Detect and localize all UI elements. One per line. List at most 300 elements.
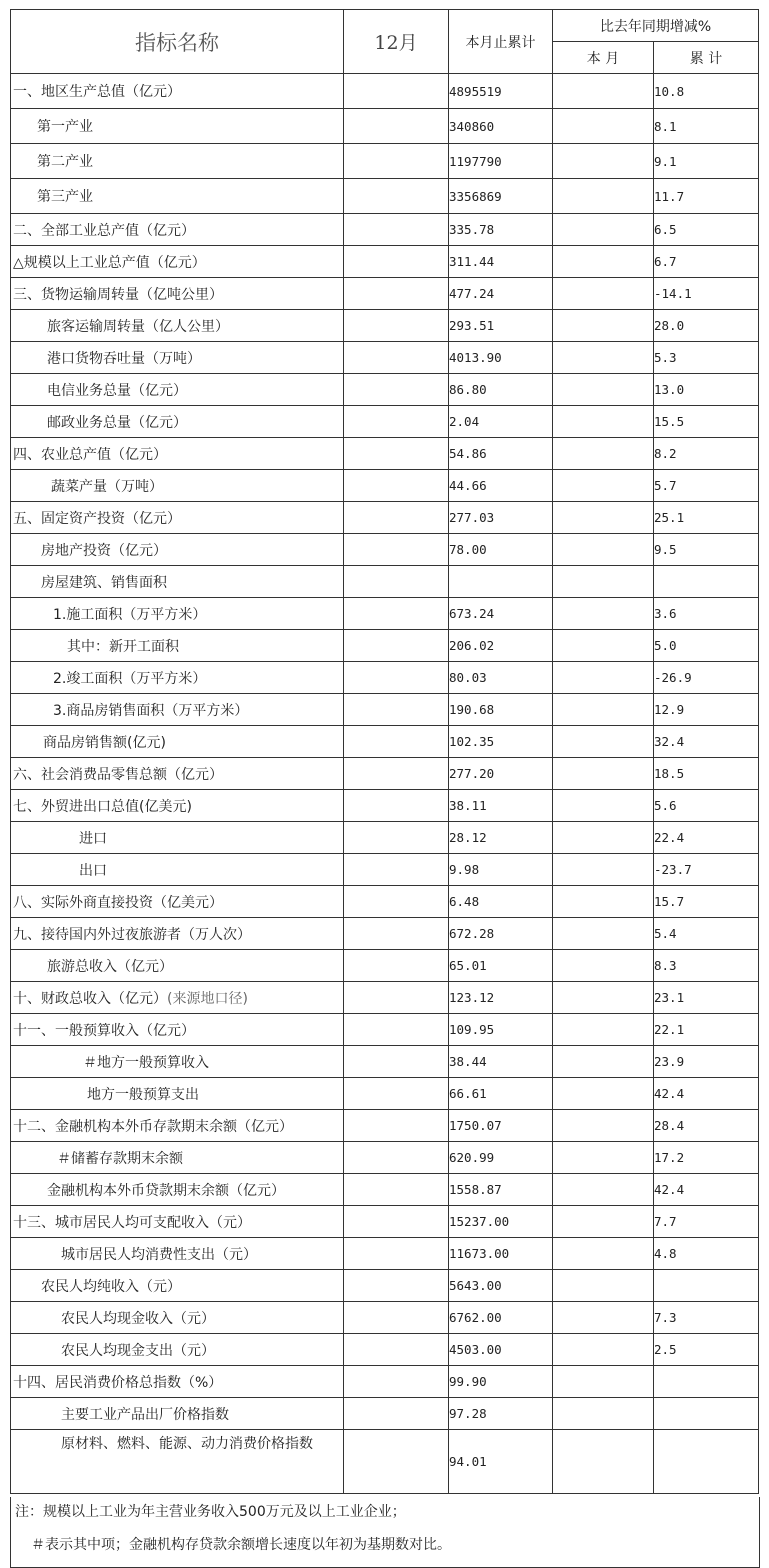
row-yoy-month <box>553 438 654 470</box>
indicator-label: 三、货物运输周转量（亿吨公里） <box>13 286 223 303</box>
row-yoy-month <box>553 109 654 144</box>
row-cumulative-value: 54.86 <box>449 438 553 470</box>
table-row <box>11 1174 759 1206</box>
table-row <box>11 310 759 342</box>
row-month-value <box>344 886 449 918</box>
indicator-label: 商品房销售额(亿元) <box>43 734 166 751</box>
header-month: 12月 <box>344 10 449 74</box>
indicator-label: 十、财政总收入（亿元） <box>13 990 167 1007</box>
row-yoy-month <box>553 1366 654 1398</box>
row-yoy-cumulative: 22.4 <box>654 822 759 854</box>
row-month-value <box>344 1110 449 1142</box>
row-yoy-cumulative: -23.7 <box>654 854 759 886</box>
row-yoy-month <box>553 246 654 278</box>
table-row <box>11 982 759 1014</box>
indicator-label: 进口 <box>79 830 107 847</box>
indicator-label: 农民人均纯收入（元） <box>41 1278 181 1295</box>
table-row <box>11 1014 759 1046</box>
row-indicator-name <box>11 470 344 502</box>
row-month-value <box>344 502 449 534</box>
statistics-table <box>10 9 759 1494</box>
row-yoy-month <box>553 694 654 726</box>
table-row <box>11 822 759 854</box>
row-yoy-cumulative: 15.5 <box>654 406 759 438</box>
table-row <box>11 179 759 214</box>
row-indicator-name <box>11 790 344 822</box>
indicator-label: 二、全部工业总产值（亿元） <box>13 222 195 239</box>
row-yoy-cumulative: 5.7 <box>654 470 759 502</box>
row-yoy-month <box>553 502 654 534</box>
table-row <box>11 534 759 566</box>
row-month-value <box>344 982 449 1014</box>
row-indicator-name <box>11 1142 344 1174</box>
row-indicator-name <box>11 179 344 214</box>
indicator-label: 金融机构本外币贷款期末余额（亿元） <box>47 1182 285 1199</box>
row-cumulative-value: 6762.00 <box>449 1302 553 1334</box>
table-row <box>11 1270 759 1302</box>
row-cumulative-value: 9.98 <box>449 854 553 886</box>
table-row <box>11 1334 759 1366</box>
row-month-value <box>344 790 449 822</box>
table-row <box>11 1366 759 1398</box>
row-yoy-cumulative: 10.8 <box>654 74 759 109</box>
table-row <box>11 214 759 246</box>
row-cumulative-value: 5643.00 <box>449 1270 553 1302</box>
row-yoy-month <box>553 918 654 950</box>
row-month-value <box>344 1302 449 1334</box>
row-yoy-month <box>553 534 654 566</box>
table-row <box>11 566 759 598</box>
row-month-value <box>344 1174 449 1206</box>
row-month-value <box>344 406 449 438</box>
row-yoy-month <box>553 854 654 886</box>
row-cumulative-value: 99.90 <box>449 1366 553 1398</box>
row-yoy-cumulative: 12.9 <box>654 694 759 726</box>
row-yoy-month <box>553 1270 654 1302</box>
indicator-label: 农民人均现金支出（元） <box>61 1342 215 1359</box>
table-row <box>11 374 759 406</box>
row-indicator-name <box>11 886 344 918</box>
indicator-label: 旅游总收入（亿元） <box>47 958 173 975</box>
row-yoy-cumulative: 13.0 <box>654 374 759 406</box>
indicator-label: 出口 <box>79 862 107 879</box>
row-cumulative-value: 80.03 <box>449 662 553 694</box>
indicator-label: 房屋建筑、销售面积 <box>41 574 167 591</box>
table-row <box>11 694 759 726</box>
row-cumulative-value: 340860 <box>449 109 553 144</box>
row-yoy-cumulative: 8.1 <box>654 109 759 144</box>
row-month-value <box>344 566 449 598</box>
indicator-label: 第三产业 <box>37 189 93 205</box>
indicator-label: 七、外贸进出口总值(亿美元) <box>13 798 192 815</box>
table-row <box>11 630 759 662</box>
row-yoy-month <box>553 662 654 694</box>
row-yoy-cumulative: 17.2 <box>654 1142 759 1174</box>
row-indicator-name <box>11 1334 344 1366</box>
row-yoy-month <box>553 214 654 246</box>
row-month-value <box>344 470 449 502</box>
indicator-label: 九、接待国内外过夜旅游者（万人次） <box>13 926 251 943</box>
row-yoy-cumulative: 5.6 <box>654 790 759 822</box>
row-cumulative-value: 38.44 <box>449 1046 553 1078</box>
row-cumulative-value: 6.48 <box>449 886 553 918</box>
header-cumulative: 本月止累计 <box>449 10 553 74</box>
row-yoy-cumulative: 9.1 <box>654 144 759 179</box>
row-cumulative-value: 66.61 <box>449 1078 553 1110</box>
row-cumulative-value: 97.28 <box>449 1398 553 1430</box>
row-yoy-month <box>553 406 654 438</box>
row-cumulative-value: 672.28 <box>449 918 553 950</box>
row-cumulative-value: 293.51 <box>449 310 553 342</box>
indicator-label: 邮政业务总量（亿元） <box>47 414 187 431</box>
header-yoy-month: 本 月 <box>553 42 654 74</box>
indicator-label: 第一产业 <box>37 119 93 135</box>
indicator-label: 2.竣工面积（万平方米） <box>53 670 207 687</box>
row-yoy-cumulative: 5.4 <box>654 918 759 950</box>
row-month-value <box>344 694 449 726</box>
row-month-value <box>344 1206 449 1238</box>
row-month-value <box>344 1398 449 1430</box>
row-indicator-name <box>11 374 344 406</box>
row-cumulative-value: 4895519 <box>449 74 553 109</box>
indicator-label: 1.施工面积（万平方米） <box>53 606 207 623</box>
row-indicator-name <box>11 74 344 109</box>
table-row <box>11 1430 759 1494</box>
row-yoy-month <box>553 310 654 342</box>
table-row <box>11 1206 759 1238</box>
row-yoy-month <box>553 1014 654 1046</box>
row-indicator-name <box>11 982 344 1014</box>
row-month-value <box>344 109 449 144</box>
row-indicator-name <box>11 918 344 950</box>
table-row <box>11 758 759 790</box>
row-indicator-name <box>11 502 344 534</box>
table-row <box>11 950 759 982</box>
row-indicator-name <box>11 1430 344 1494</box>
footnote-box <box>10 1497 760 1568</box>
row-month-value <box>344 1142 449 1174</box>
row-yoy-cumulative: 11.7 <box>654 179 759 214</box>
row-cumulative-value: 15237.00 <box>449 1206 553 1238</box>
row-indicator-name <box>11 278 344 310</box>
table-row <box>11 74 759 109</box>
row-indicator-name <box>11 1206 344 1238</box>
row-cumulative-value: 206.02 <box>449 630 553 662</box>
row-yoy-cumulative: 5.3 <box>654 342 759 374</box>
row-cumulative-value: 1197790 <box>449 144 553 179</box>
indicator-label: 五、固定资产投资（亿元） <box>13 510 181 527</box>
row-yoy-month <box>553 822 654 854</box>
indicator-label: 农民人均现金收入（元） <box>61 1310 215 1327</box>
row-indicator-name <box>11 822 344 854</box>
row-cumulative-value: 102.35 <box>449 726 553 758</box>
row-yoy-cumulative <box>654 1430 759 1494</box>
row-yoy-month <box>553 1078 654 1110</box>
row-yoy-cumulative: 9.5 <box>654 534 759 566</box>
footnote-line-1: 注：规模以上工业为年主营业务收入500万元及以上工业企业； <box>15 1504 406 1520</box>
row-indicator-name <box>11 726 344 758</box>
row-cumulative-value: 123.12 <box>449 982 553 1014</box>
row-yoy-cumulative: -26.9 <box>654 662 759 694</box>
row-indicator-name <box>11 214 344 246</box>
row-month-value <box>344 310 449 342</box>
row-cumulative-value: 44.66 <box>449 470 553 502</box>
row-yoy-month <box>553 1430 654 1494</box>
row-yoy-cumulative: 23.1 <box>654 982 759 1014</box>
indicator-label: 四、农业总产值（亿元） <box>13 446 167 463</box>
indicator-label: 十一、一般预算收入（亿元） <box>13 1022 195 1039</box>
row-cumulative-value: 1558.87 <box>449 1174 553 1206</box>
row-yoy-cumulative: 28.0 <box>654 310 759 342</box>
row-yoy-month <box>553 886 654 918</box>
row-indicator-name <box>11 1238 344 1270</box>
row-yoy-month <box>553 278 654 310</box>
row-yoy-month <box>553 1110 654 1142</box>
table-row <box>11 1302 759 1334</box>
table-body <box>11 74 759 1494</box>
table-row <box>11 470 759 502</box>
row-yoy-cumulative: 4.8 <box>654 1238 759 1270</box>
table-row <box>11 502 759 534</box>
statistics-table-container <box>10 9 758 1494</box>
row-month-value <box>344 726 449 758</box>
row-yoy-cumulative: 3.6 <box>654 598 759 630</box>
row-cumulative-value: 190.68 <box>449 694 553 726</box>
row-month-value <box>344 342 449 374</box>
row-month-value <box>344 438 449 470</box>
row-indicator-name <box>11 534 344 566</box>
row-yoy-month <box>553 1238 654 1270</box>
row-yoy-cumulative: 25.1 <box>654 502 759 534</box>
row-indicator-name <box>11 1270 344 1302</box>
table-row <box>11 342 759 374</box>
row-yoy-month <box>553 726 654 758</box>
row-month-value <box>344 1014 449 1046</box>
table-row <box>11 886 759 918</box>
row-cumulative-value: 277.20 <box>449 758 553 790</box>
row-indicator-name <box>11 342 344 374</box>
table-row <box>11 144 759 179</box>
row-yoy-cumulative: -14.1 <box>654 278 759 310</box>
row-cumulative-value: 2.04 <box>449 406 553 438</box>
row-indicator-name <box>11 630 344 662</box>
indicator-label: 第二产业 <box>37 154 93 170</box>
row-yoy-cumulative: 7.3 <box>654 1302 759 1334</box>
row-indicator-name <box>11 1366 344 1398</box>
indicator-label: 电信业务总量（亿元） <box>47 382 187 399</box>
header-yoy-cumulative: 累 计 <box>654 42 759 74</box>
row-yoy-month <box>553 758 654 790</box>
indicator-label: 一、地区生产总值（亿元） <box>13 84 181 100</box>
row-indicator-name <box>11 1046 344 1078</box>
row-month-value <box>344 374 449 406</box>
indicator-label: 房地产投资（亿元） <box>41 542 167 559</box>
row-indicator-name <box>11 406 344 438</box>
row-yoy-cumulative <box>654 1366 759 1398</box>
row-yoy-month <box>553 1302 654 1334</box>
row-yoy-month <box>553 598 654 630</box>
row-cumulative-value: 86.80 <box>449 374 553 406</box>
row-month-value <box>344 278 449 310</box>
indicator-label: 城市居民人均消费性支出（元） <box>61 1246 257 1263</box>
table-row <box>11 438 759 470</box>
row-indicator-name <box>11 109 344 144</box>
table-row <box>11 109 759 144</box>
row-cumulative-value: 477.24 <box>449 278 553 310</box>
row-indicator-name <box>11 1078 344 1110</box>
row-yoy-cumulative: 42.4 <box>654 1078 759 1110</box>
indicator-label: 十二、金融机构本外币存款期末余额（亿元） <box>13 1118 293 1135</box>
indicator-label: 地方一般预算支出 <box>87 1086 199 1103</box>
indicator-label: ＃地方一般预算收入 <box>83 1054 209 1071</box>
row-yoy-cumulative: 6.7 <box>654 246 759 278</box>
row-yoy-month <box>553 1174 654 1206</box>
row-cumulative-value: 335.78 <box>449 214 553 246</box>
table-row <box>11 1238 759 1270</box>
row-yoy-cumulative: 8.2 <box>654 438 759 470</box>
table-row <box>11 246 759 278</box>
table-row <box>11 726 759 758</box>
row-yoy-month <box>553 342 654 374</box>
row-yoy-cumulative <box>654 566 759 598</box>
row-month-value <box>344 822 449 854</box>
row-yoy-month <box>553 74 654 109</box>
row-indicator-name <box>11 694 344 726</box>
row-yoy-cumulative: 7.7 <box>654 1206 759 1238</box>
row-cumulative-value: 65.01 <box>449 950 553 982</box>
row-cumulative-value: 28.12 <box>449 822 553 854</box>
header-indicator-name: 指标名称 <box>11 10 344 74</box>
row-yoy-month <box>553 1046 654 1078</box>
row-month-value <box>344 214 449 246</box>
row-yoy-month <box>553 1334 654 1366</box>
row-yoy-cumulative: 2.5 <box>654 1334 759 1366</box>
row-yoy-month <box>553 470 654 502</box>
table-row <box>11 854 759 886</box>
row-cumulative-value: 4503.00 <box>449 1334 553 1366</box>
row-yoy-cumulative: 8.3 <box>654 950 759 982</box>
row-month-value <box>344 854 449 886</box>
row-month-value <box>344 662 449 694</box>
indicator-label: 3.商品房销售面积（万平方米） <box>53 702 249 719</box>
row-indicator-name <box>11 1174 344 1206</box>
row-yoy-cumulative: 42.4 <box>654 1174 759 1206</box>
row-yoy-month <box>553 566 654 598</box>
row-month-value <box>344 630 449 662</box>
row-month-value <box>344 74 449 109</box>
row-cumulative-value: 311.44 <box>449 246 553 278</box>
indicator-label: 原材料、燃料、能源、动力消费价格指数 <box>61 1436 313 1452</box>
row-yoy-month <box>553 1398 654 1430</box>
indicator-suffix: (来源地口径) <box>167 990 248 1007</box>
row-month-value <box>344 1430 449 1494</box>
row-cumulative-value: 4013.90 <box>449 342 553 374</box>
row-indicator-name <box>11 662 344 694</box>
table-row <box>11 918 759 950</box>
row-cumulative-value: 277.03 <box>449 502 553 534</box>
row-month-value <box>344 1238 449 1270</box>
row-yoy-month <box>553 144 654 179</box>
row-yoy-month <box>553 1206 654 1238</box>
row-month-value <box>344 950 449 982</box>
row-indicator-name <box>11 310 344 342</box>
row-month-value <box>344 246 449 278</box>
row-indicator-name <box>11 1398 344 1430</box>
row-yoy-month <box>553 982 654 1014</box>
table-row <box>11 1078 759 1110</box>
row-month-value <box>344 144 449 179</box>
row-indicator-name <box>11 950 344 982</box>
table-row <box>11 662 759 694</box>
row-yoy-cumulative: 22.1 <box>654 1014 759 1046</box>
table-row <box>11 1398 759 1430</box>
row-cumulative-value: 109.95 <box>449 1014 553 1046</box>
row-cumulative-value: 11673.00 <box>449 1238 553 1270</box>
indicator-label: ＃储蓄存款期末余额 <box>57 1150 183 1167</box>
row-yoy-month <box>553 1142 654 1174</box>
row-month-value <box>344 1366 449 1398</box>
row-yoy-cumulative: 18.5 <box>654 758 759 790</box>
table-row <box>11 278 759 310</box>
indicator-label: 主要工业产品出厂价格指数 <box>61 1406 229 1423</box>
table-row <box>11 790 759 822</box>
row-cumulative-value: 1750.07 <box>449 1110 553 1142</box>
row-yoy-cumulative: 32.4 <box>654 726 759 758</box>
row-indicator-name <box>11 246 344 278</box>
row-month-value <box>344 918 449 950</box>
row-month-value <box>344 534 449 566</box>
indicator-label: 十四、居民消费价格总指数（%） <box>13 1374 223 1391</box>
row-yoy-cumulative: 23.9 <box>654 1046 759 1078</box>
row-yoy-cumulative: 6.5 <box>654 214 759 246</box>
row-month-value <box>344 1046 449 1078</box>
table-row <box>11 406 759 438</box>
row-cumulative-value <box>449 566 553 598</box>
row-month-value <box>344 1334 449 1366</box>
row-cumulative-value: 620.99 <box>449 1142 553 1174</box>
row-indicator-name <box>11 566 344 598</box>
row-yoy-cumulative: 5.0 <box>654 630 759 662</box>
indicator-label: △规模以上工业总产值（亿元） <box>13 254 206 271</box>
row-yoy-cumulative <box>654 1270 759 1302</box>
row-yoy-month <box>553 630 654 662</box>
footnote-line-2: ＃表示其中项；金融机构存贷款余额增长速度以年初为基期数对比。 <box>31 1537 451 1553</box>
indicator-label: 港口货物吞吐量（万吨） <box>47 350 201 367</box>
row-indicator-name <box>11 1014 344 1046</box>
row-indicator-name <box>11 1302 344 1334</box>
table-row <box>11 1142 759 1174</box>
row-yoy-month <box>553 950 654 982</box>
table-row <box>11 1046 759 1078</box>
row-yoy-cumulative: 15.7 <box>654 886 759 918</box>
row-month-value <box>344 179 449 214</box>
row-indicator-name <box>11 1110 344 1142</box>
row-cumulative-value: 38.11 <box>449 790 553 822</box>
row-cumulative-value: 3356869 <box>449 179 553 214</box>
row-indicator-name <box>11 144 344 179</box>
indicator-label: 旅客运输周转量（亿人公里） <box>47 318 229 335</box>
row-indicator-name <box>11 598 344 630</box>
header-yoy-change: 比去年同期增减% <box>553 10 759 42</box>
table-row <box>11 1110 759 1142</box>
row-cumulative-value: 673.24 <box>449 598 553 630</box>
row-cumulative-value: 78.00 <box>449 534 553 566</box>
row-yoy-cumulative <box>654 1398 759 1430</box>
table-row <box>11 598 759 630</box>
row-indicator-name <box>11 854 344 886</box>
row-yoy-month <box>553 790 654 822</box>
indicator-label: 蔬菜产量（万吨） <box>51 478 163 495</box>
